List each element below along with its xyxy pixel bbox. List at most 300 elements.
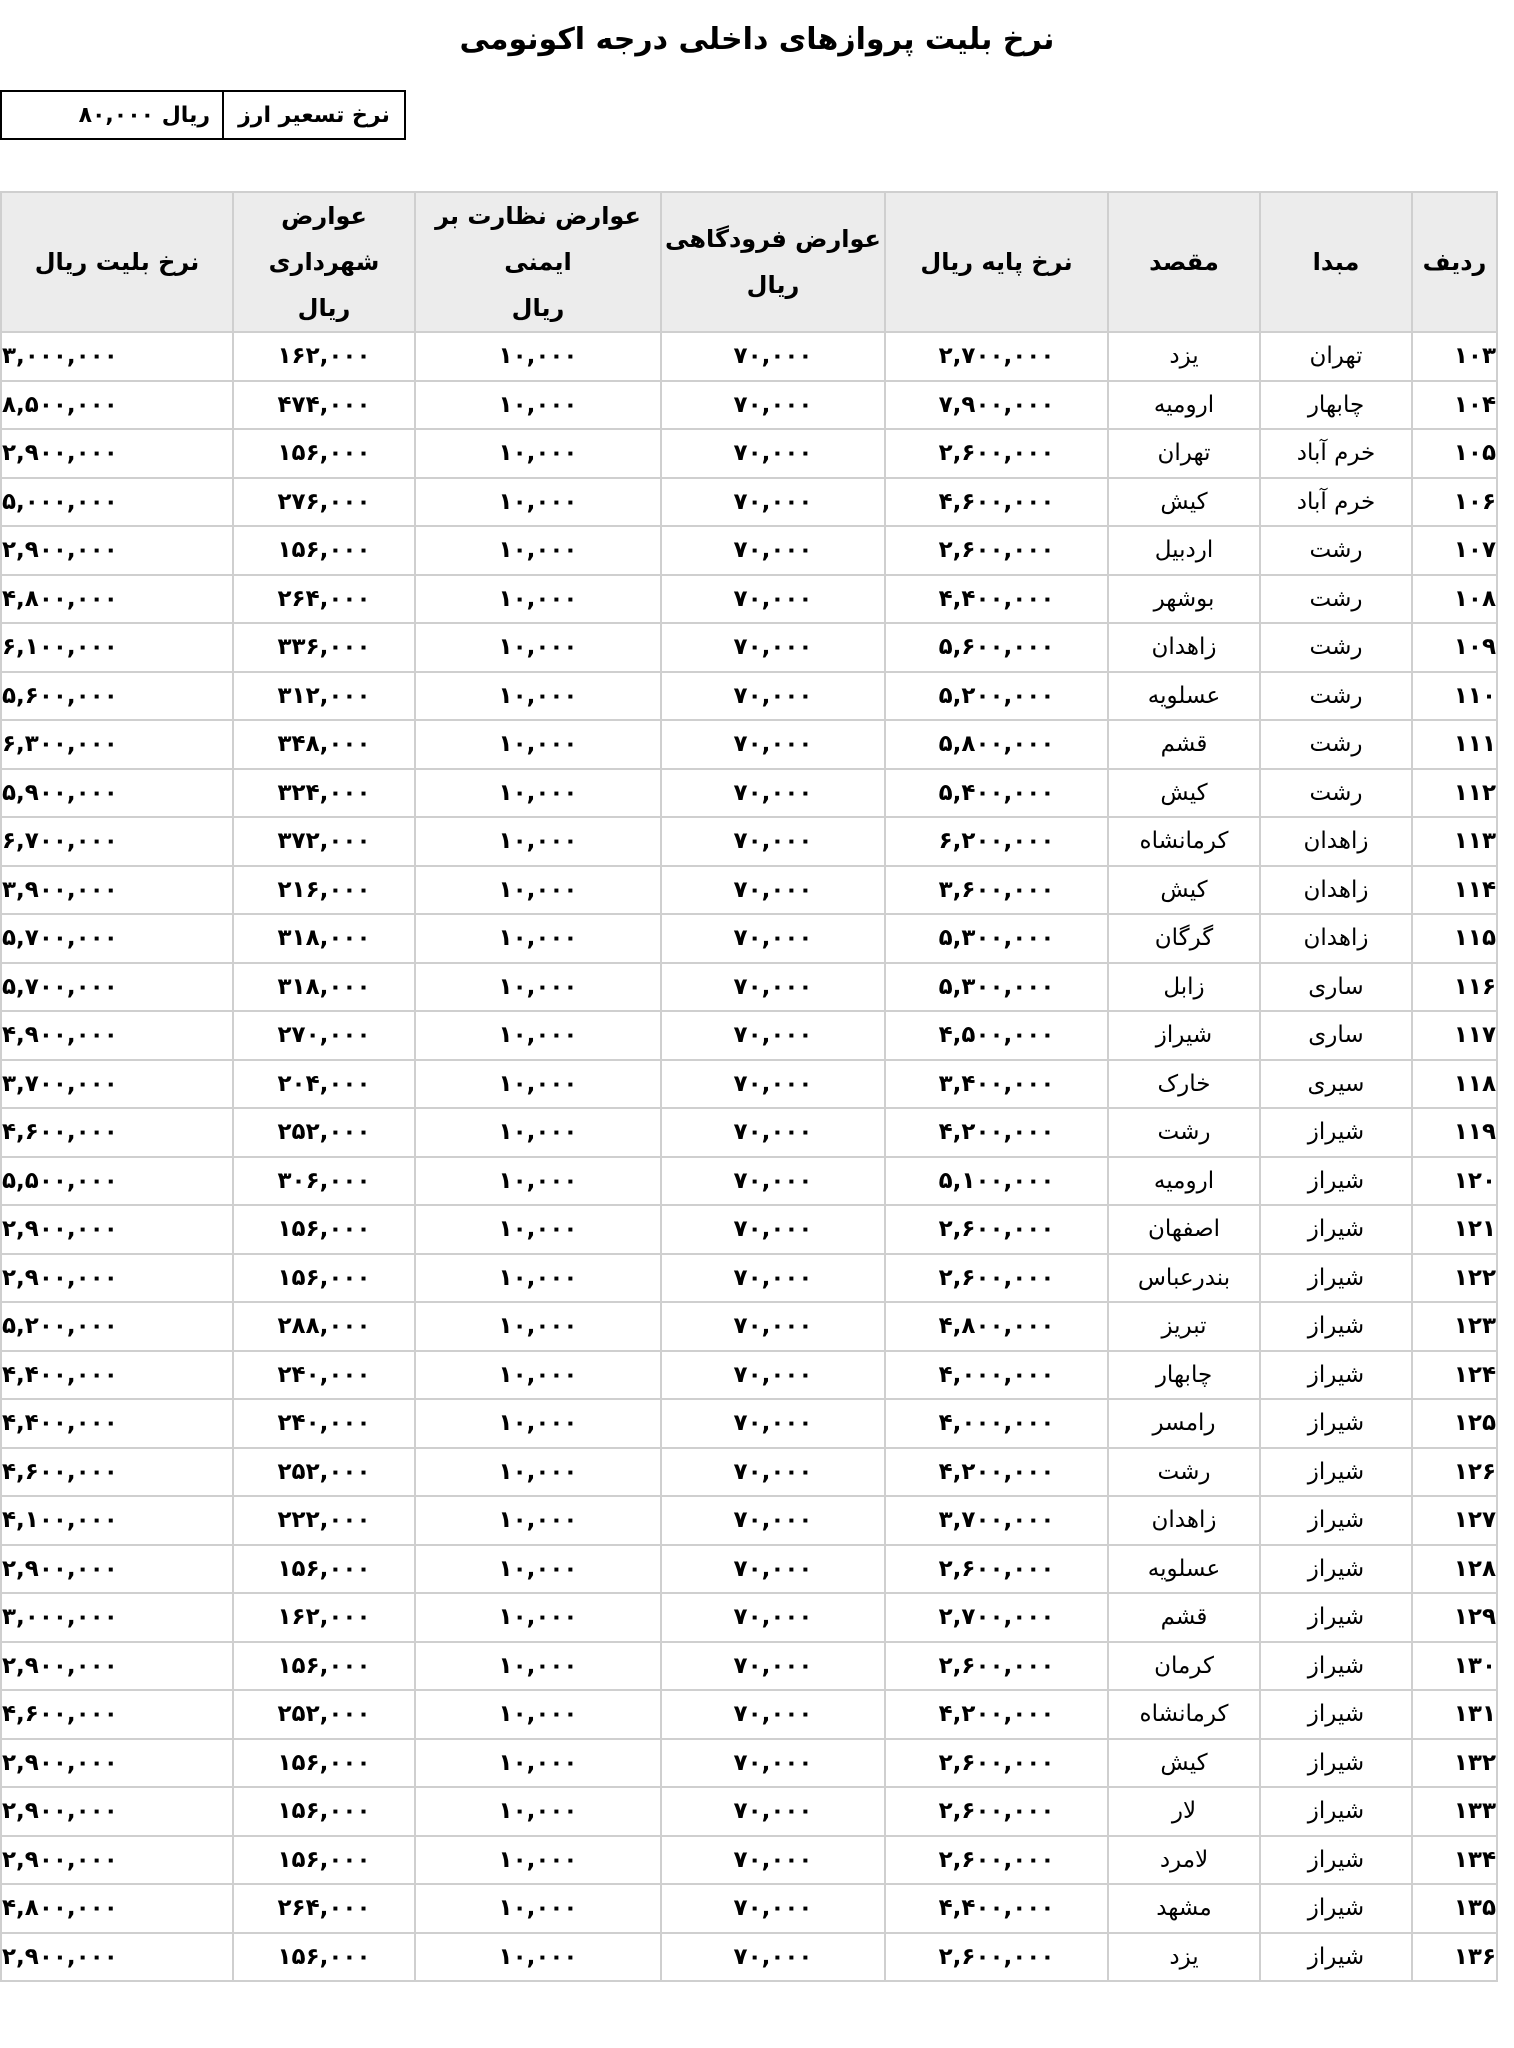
table-row xyxy=(1,1011,1497,1060)
cell-municipal-fee: ۱۵۶,۰۰۰ xyxy=(233,1254,415,1303)
header-airport-fee xyxy=(661,192,885,332)
table-row xyxy=(1,720,1497,769)
cell-destination: اصفهان xyxy=(1108,1205,1260,1254)
table-row xyxy=(1,963,1497,1012)
cell-origin: شیراز xyxy=(1260,1157,1412,1206)
cell-ticket-fare: ۵,۶۰۰,۰۰۰ xyxy=(1,672,233,721)
table-row xyxy=(1,575,1497,624)
cell-safety-fee: ۱۰,۰۰۰ xyxy=(415,1836,661,1885)
cell-municipal-fee: ۳۱۸,۰۰۰ xyxy=(233,963,415,1012)
cell-destination: بندرعباس xyxy=(1108,1254,1260,1303)
cell-row-number: ۱۱۵ xyxy=(1412,914,1497,963)
cell-row-number: ۱۱۰ xyxy=(1412,672,1497,721)
cell-destination: کیش xyxy=(1108,769,1260,818)
cell-base-fare: ۲,۶۰۰,۰۰۰ xyxy=(885,1933,1108,1982)
cell-airport-fee: ۷۰,۰۰۰ xyxy=(661,1302,885,1351)
cell-origin: شیراز xyxy=(1260,1205,1412,1254)
cell-municipal-fee: ۳۰۶,۰۰۰ xyxy=(233,1157,415,1206)
cell-destination: مشهد xyxy=(1108,1884,1260,1933)
cell-ticket-fare: ۲,۹۰۰,۰۰۰ xyxy=(1,1787,233,1836)
cell-destination: یزد xyxy=(1108,332,1260,381)
cell-destination: بوشهر xyxy=(1108,575,1260,624)
table-row xyxy=(1,623,1497,672)
table-row xyxy=(1,1254,1497,1303)
header-unit: ریال xyxy=(746,271,800,299)
cell-ticket-fare: ۴,۸۰۰,۰۰۰ xyxy=(1,1884,233,1933)
cell-origin: شیراز xyxy=(1260,1739,1412,1788)
cell-municipal-fee: ۳۱۸,۰۰۰ xyxy=(233,914,415,963)
cell-safety-fee: ۱۰,۰۰۰ xyxy=(415,1642,661,1691)
table-row xyxy=(1,1448,1497,1497)
table-row xyxy=(1,769,1497,818)
cell-safety-fee: ۱۰,۰۰۰ xyxy=(415,575,661,624)
cell-origin: شیراز xyxy=(1260,1642,1412,1691)
cell-base-fare: ۴,۲۰۰,۰۰۰ xyxy=(885,1448,1108,1497)
cell-destination: لامرد xyxy=(1108,1836,1260,1885)
cell-airport-fee: ۷۰,۰۰۰ xyxy=(661,817,885,866)
cell-municipal-fee: ۱۵۶,۰۰۰ xyxy=(233,1933,415,1982)
header-unit: ریال xyxy=(297,294,351,322)
cell-municipal-fee: ۲۵۲,۰۰۰ xyxy=(233,1448,415,1497)
cell-base-fare: ۲,۶۰۰,۰۰۰ xyxy=(885,1205,1108,1254)
cell-municipal-fee: ۲۷۰,۰۰۰ xyxy=(233,1011,415,1060)
cell-row-number: ۱۲۵ xyxy=(1412,1399,1497,1448)
cell-origin: رشت xyxy=(1260,575,1412,624)
cell-municipal-fee: ۴۷۴,۰۰۰ xyxy=(233,381,415,430)
cell-safety-fee: ۱۰,۰۰۰ xyxy=(415,769,661,818)
cell-destination: تبریز xyxy=(1108,1302,1260,1351)
cell-safety-fee: ۱۰,۰۰۰ xyxy=(415,1545,661,1594)
header-label: نرخ بلیت ریال xyxy=(34,248,200,276)
cell-origin: شیراز xyxy=(1260,1690,1412,1739)
cell-municipal-fee: ۳۱۲,۰۰۰ xyxy=(233,672,415,721)
cell-origin: رشت xyxy=(1260,769,1412,818)
cell-municipal-fee: ۱۵۶,۰۰۰ xyxy=(233,1836,415,1885)
cell-safety-fee: ۱۰,۰۰۰ xyxy=(415,1351,661,1400)
cell-row-number: ۱۲۰ xyxy=(1412,1157,1497,1206)
cell-row-number: ۱۲۲ xyxy=(1412,1254,1497,1303)
cell-destination: خارک xyxy=(1108,1060,1260,1109)
cell-origin: رشت xyxy=(1260,623,1412,672)
cell-origin: ساری xyxy=(1260,963,1412,1012)
cell-safety-fee: ۱۰,۰۰۰ xyxy=(415,866,661,915)
cell-ticket-fare: ۵,۲۰۰,۰۰۰ xyxy=(1,1302,233,1351)
cell-destination: زاهدان xyxy=(1108,1496,1260,1545)
cell-base-fare: ۵,۴۰۰,۰۰۰ xyxy=(885,769,1108,818)
cell-base-fare: ۴,۰۰۰,۰۰۰ xyxy=(885,1399,1108,1448)
cell-base-fare: ۵,۶۰۰,۰۰۰ xyxy=(885,623,1108,672)
cell-municipal-fee: ۲۵۲,۰۰۰ xyxy=(233,1690,415,1739)
fare-table xyxy=(0,191,1498,1982)
cell-origin: رشت xyxy=(1260,672,1412,721)
header-ticket-fare xyxy=(1,192,233,332)
cell-airport-fee: ۷۰,۰۰۰ xyxy=(661,1205,885,1254)
cell-ticket-fare: ۲,۹۰۰,۰۰۰ xyxy=(1,1836,233,1885)
cell-destination: عسلویه xyxy=(1108,1545,1260,1594)
cell-safety-fee: ۱۰,۰۰۰ xyxy=(415,332,661,381)
cell-airport-fee: ۷۰,۰۰۰ xyxy=(661,914,885,963)
cell-municipal-fee: ۱۶۲,۰۰۰ xyxy=(233,332,415,381)
cell-destination: کرمان xyxy=(1108,1642,1260,1691)
cell-ticket-fare: ۴,۴۰۰,۰۰۰ xyxy=(1,1351,233,1400)
cell-row-number: ۱۱۱ xyxy=(1412,720,1497,769)
cell-ticket-fare: ۳,۰۰۰,۰۰۰ xyxy=(1,1593,233,1642)
cell-destination: گرگان xyxy=(1108,914,1260,963)
cell-base-fare: ۳,۶۰۰,۰۰۰ xyxy=(885,866,1108,915)
cell-ticket-fare: ۲,۹۰۰,۰۰۰ xyxy=(1,1933,233,1982)
cell-base-fare: ۵,۱۰۰,۰۰۰ xyxy=(885,1157,1108,1206)
cell-ticket-fare: ۲,۹۰۰,۰۰۰ xyxy=(1,429,233,478)
cell-base-fare: ۴,۶۰۰,۰۰۰ xyxy=(885,478,1108,527)
cell-airport-fee: ۷۰,۰۰۰ xyxy=(661,1254,885,1303)
cell-safety-fee: ۱۰,۰۰۰ xyxy=(415,1787,661,1836)
cell-row-number: ۱۳۴ xyxy=(1412,1836,1497,1885)
table-row xyxy=(1,866,1497,915)
cell-row-number: ۱۰۸ xyxy=(1412,575,1497,624)
cell-airport-fee: ۷۰,۰۰۰ xyxy=(661,866,885,915)
cell-safety-fee: ۱۰,۰۰۰ xyxy=(415,1254,661,1303)
cell-airport-fee: ۷۰,۰۰۰ xyxy=(661,575,885,624)
cell-destination: رشت xyxy=(1108,1448,1260,1497)
cell-destination: قشم xyxy=(1108,720,1260,769)
table-row xyxy=(1,1302,1497,1351)
header-base-fare xyxy=(885,192,1108,332)
cell-base-fare: ۴,۲۰۰,۰۰۰ xyxy=(885,1108,1108,1157)
table-row xyxy=(1,1060,1497,1109)
cell-destination: اردبیل xyxy=(1108,526,1260,575)
cell-row-number: ۱۰۴ xyxy=(1412,381,1497,430)
cell-airport-fee: ۷۰,۰۰۰ xyxy=(661,720,885,769)
cell-base-fare: ۴,۴۰۰,۰۰۰ xyxy=(885,1884,1108,1933)
header-label: نرخ پایه ریال xyxy=(920,248,1073,276)
cell-origin: تهران xyxy=(1260,332,1412,381)
cell-origin: شیراز xyxy=(1260,1787,1412,1836)
cell-destination: رامسر xyxy=(1108,1399,1260,1448)
cell-ticket-fare: ۵,۷۰۰,۰۰۰ xyxy=(1,914,233,963)
exchange-rate-value: ریال ۸۰,۰۰۰ xyxy=(2,92,224,138)
cell-ticket-fare: ۲,۹۰۰,۰۰۰ xyxy=(1,1642,233,1691)
cell-origin: شیراز xyxy=(1260,1108,1412,1157)
cell-municipal-fee: ۲۵۲,۰۰۰ xyxy=(233,1108,415,1157)
table-row xyxy=(1,672,1497,721)
cell-row-number: ۱۳۳ xyxy=(1412,1787,1497,1836)
cell-airport-fee: ۷۰,۰۰۰ xyxy=(661,1157,885,1206)
cell-airport-fee: ۷۰,۰۰۰ xyxy=(661,332,885,381)
cell-airport-fee: ۷۰,۰۰۰ xyxy=(661,1933,885,1982)
cell-base-fare: ۴,۰۰۰,۰۰۰ xyxy=(885,1351,1108,1400)
cell-base-fare: ۲,۶۰۰,۰۰۰ xyxy=(885,1254,1108,1303)
cell-safety-fee: ۱۰,۰۰۰ xyxy=(415,1157,661,1206)
cell-safety-fee: ۱۰,۰۰۰ xyxy=(415,963,661,1012)
cell-municipal-fee: ۲۱۶,۰۰۰ xyxy=(233,866,415,915)
cell-safety-fee: ۱۰,۰۰۰ xyxy=(415,1690,661,1739)
cell-municipal-fee: ۲۸۸,۰۰۰ xyxy=(233,1302,415,1351)
cell-row-number: ۱۱۴ xyxy=(1412,866,1497,915)
cell-safety-fee: ۱۰,۰۰۰ xyxy=(415,1205,661,1254)
table-row xyxy=(1,1545,1497,1594)
cell-safety-fee: ۱۰,۰۰۰ xyxy=(415,817,661,866)
table-row xyxy=(1,1787,1497,1836)
cell-destination: کیش xyxy=(1108,1739,1260,1788)
cell-airport-fee: ۷۰,۰۰۰ xyxy=(661,1351,885,1400)
cell-safety-fee: ۱۰,۰۰۰ xyxy=(415,1011,661,1060)
cell-destination: ارومیه xyxy=(1108,381,1260,430)
cell-row-number: ۱۱۳ xyxy=(1412,817,1497,866)
cell-destination: یزد xyxy=(1108,1933,1260,1982)
cell-destination: تهران xyxy=(1108,429,1260,478)
header-origin xyxy=(1260,192,1412,332)
cell-origin: شیراز xyxy=(1260,1399,1412,1448)
cell-safety-fee: ۱۰,۰۰۰ xyxy=(415,1884,661,1933)
table-row xyxy=(1,1157,1497,1206)
cell-row-number: ۱۳۱ xyxy=(1412,1690,1497,1739)
cell-municipal-fee: ۱۵۶,۰۰۰ xyxy=(233,526,415,575)
cell-safety-fee: ۱۰,۰۰۰ xyxy=(415,478,661,527)
cell-base-fare: ۴,۴۰۰,۰۰۰ xyxy=(885,575,1108,624)
cell-ticket-fare: ۴,۶۰۰,۰۰۰ xyxy=(1,1448,233,1497)
cell-ticket-fare: ۵,۵۰۰,۰۰۰ xyxy=(1,1157,233,1206)
cell-destination: کیش xyxy=(1108,866,1260,915)
cell-airport-fee: ۷۰,۰۰۰ xyxy=(661,1545,885,1594)
cell-safety-fee: ۱۰,۰۰۰ xyxy=(415,1933,661,1982)
cell-base-fare: ۴,۲۰۰,۰۰۰ xyxy=(885,1690,1108,1739)
cell-safety-fee: ۱۰,۰۰۰ xyxy=(415,1496,661,1545)
cell-row-number: ۱۲۹ xyxy=(1412,1593,1497,1642)
cell-origin: رشت xyxy=(1260,526,1412,575)
table-header-row xyxy=(1,192,1497,332)
cell-municipal-fee: ۱۶۲,۰۰۰ xyxy=(233,1593,415,1642)
table-row xyxy=(1,1690,1497,1739)
cell-ticket-fare: ۶,۱۰۰,۰۰۰ xyxy=(1,623,233,672)
header-label: مبدا xyxy=(1312,248,1360,276)
cell-base-fare: ۲,۶۰۰,۰۰۰ xyxy=(885,429,1108,478)
cell-base-fare: ۴,۵۰۰,۰۰۰ xyxy=(885,1011,1108,1060)
header-municipal-fee xyxy=(233,192,415,332)
cell-airport-fee: ۷۰,۰۰۰ xyxy=(661,1011,885,1060)
header-destination xyxy=(1108,192,1260,332)
cell-row-number: ۱۱۲ xyxy=(1412,769,1497,818)
cell-airport-fee: ۷۰,۰۰۰ xyxy=(661,1690,885,1739)
cell-origin: شیراز xyxy=(1260,1545,1412,1594)
cell-row-number: ۱۰۳ xyxy=(1412,332,1497,381)
header-label: ردیف xyxy=(1422,248,1487,276)
cell-ticket-fare: ۴,۴۰۰,۰۰۰ xyxy=(1,1399,233,1448)
cell-ticket-fare: ۶,۷۰۰,۰۰۰ xyxy=(1,817,233,866)
cell-airport-fee: ۷۰,۰۰۰ xyxy=(661,963,885,1012)
cell-row-number: ۱۳۶ xyxy=(1412,1933,1497,1982)
cell-row-number: ۱۰۶ xyxy=(1412,478,1497,527)
cell-origin: سیری xyxy=(1260,1060,1412,1109)
cell-destination: قشم xyxy=(1108,1593,1260,1642)
header-unit: ریال xyxy=(511,294,565,322)
cell-base-fare: ۵,۳۰۰,۰۰۰ xyxy=(885,963,1108,1012)
cell-safety-fee: ۱۰,۰۰۰ xyxy=(415,1399,661,1448)
cell-row-number: ۱۲۴ xyxy=(1412,1351,1497,1400)
cell-destination: عسلویه xyxy=(1108,672,1260,721)
cell-airport-fee: ۷۰,۰۰۰ xyxy=(661,1593,885,1642)
cell-ticket-fare: ۵,۹۰۰,۰۰۰ xyxy=(1,769,233,818)
cell-ticket-fare: ۳,۷۰۰,۰۰۰ xyxy=(1,1060,233,1109)
cell-airport-fee: ۷۰,۰۰۰ xyxy=(661,623,885,672)
cell-row-number: ۱۰۵ xyxy=(1412,429,1497,478)
cell-destination: ارومیه xyxy=(1108,1157,1260,1206)
cell-safety-fee: ۱۰,۰۰۰ xyxy=(415,381,661,430)
cell-airport-fee: ۷۰,۰۰۰ xyxy=(661,1739,885,1788)
table-row xyxy=(1,1351,1497,1400)
cell-municipal-fee: ۳۲۴,۰۰۰ xyxy=(233,769,415,818)
cell-airport-fee: ۷۰,۰۰۰ xyxy=(661,1787,885,1836)
cell-row-number: ۱۱۶ xyxy=(1412,963,1497,1012)
cell-airport-fee: ۷۰,۰۰۰ xyxy=(661,1884,885,1933)
cell-municipal-fee: ۲۴۰,۰۰۰ xyxy=(233,1351,415,1400)
cell-airport-fee: ۷۰,۰۰۰ xyxy=(661,769,885,818)
exchange-rate-box xyxy=(0,90,406,140)
header-row-number xyxy=(1412,192,1497,332)
cell-origin: خرم آباد xyxy=(1260,478,1412,527)
cell-destination: زاهدان xyxy=(1108,623,1260,672)
cell-airport-fee: ۷۰,۰۰۰ xyxy=(661,429,885,478)
cell-airport-fee: ۷۰,۰۰۰ xyxy=(661,381,885,430)
cell-row-number: ۱۱۸ xyxy=(1412,1060,1497,1109)
cell-origin: شیراز xyxy=(1260,1302,1412,1351)
cell-safety-fee: ۱۰,۰۰۰ xyxy=(415,1448,661,1497)
cell-base-fare: ۵,۲۰۰,۰۰۰ xyxy=(885,672,1108,721)
cell-municipal-fee: ۳۴۸,۰۰۰ xyxy=(233,720,415,769)
cell-safety-fee: ۱۰,۰۰۰ xyxy=(415,526,661,575)
cell-municipal-fee: ۲۰۴,۰۰۰ xyxy=(233,1060,415,1109)
cell-municipal-fee: ۲۶۴,۰۰۰ xyxy=(233,1884,415,1933)
cell-ticket-fare: ۲,۹۰۰,۰۰۰ xyxy=(1,1739,233,1788)
cell-airport-fee: ۷۰,۰۰۰ xyxy=(661,1496,885,1545)
cell-safety-fee: ۱۰,۰۰۰ xyxy=(415,1302,661,1351)
table-row xyxy=(1,1593,1497,1642)
cell-municipal-fee: ۲۲۲,۰۰۰ xyxy=(233,1496,415,1545)
cell-base-fare: ۲,۶۰۰,۰۰۰ xyxy=(885,1787,1108,1836)
cell-origin: رشت xyxy=(1260,720,1412,769)
cell-airport-fee: ۷۰,۰۰۰ xyxy=(661,1836,885,1885)
cell-ticket-fare: ۵,۷۰۰,۰۰۰ xyxy=(1,963,233,1012)
cell-row-number: ۱۲۶ xyxy=(1412,1448,1497,1497)
cell-ticket-fare: ۲,۹۰۰,۰۰۰ xyxy=(1,526,233,575)
header-label: مقصد xyxy=(1149,248,1219,276)
cell-municipal-fee: ۱۵۶,۰۰۰ xyxy=(233,1642,415,1691)
cell-airport-fee: ۷۰,۰۰۰ xyxy=(661,478,885,527)
cell-destination: چابهار xyxy=(1108,1351,1260,1400)
cell-destination: شیراز xyxy=(1108,1011,1260,1060)
cell-row-number: ۱۳۵ xyxy=(1412,1884,1497,1933)
cell-base-fare: ۲,۶۰۰,۰۰۰ xyxy=(885,1642,1108,1691)
table-row xyxy=(1,1108,1497,1157)
cell-safety-fee: ۱۰,۰۰۰ xyxy=(415,914,661,963)
table-row xyxy=(1,478,1497,527)
cell-ticket-fare: ۴,۶۰۰,۰۰۰ xyxy=(1,1690,233,1739)
cell-row-number: ۱۳۰ xyxy=(1412,1642,1497,1691)
cell-origin: شیراز xyxy=(1260,1933,1412,1982)
cell-row-number: ۱۰۷ xyxy=(1412,526,1497,575)
table-row xyxy=(1,1642,1497,1691)
cell-row-number: ۱۰۹ xyxy=(1412,623,1497,672)
cell-row-number: ۱۲۱ xyxy=(1412,1205,1497,1254)
cell-base-fare: ۷,۹۰۰,۰۰۰ xyxy=(885,381,1108,430)
cell-origin: زاهدان xyxy=(1260,866,1412,915)
cell-airport-fee: ۷۰,۰۰۰ xyxy=(661,1108,885,1157)
cell-origin: چابهار xyxy=(1260,381,1412,430)
cell-row-number: ۱۲۸ xyxy=(1412,1545,1497,1594)
cell-municipal-fee: ۱۵۶,۰۰۰ xyxy=(233,1787,415,1836)
table-row xyxy=(1,1739,1497,1788)
cell-base-fare: ۲,۶۰۰,۰۰۰ xyxy=(885,526,1108,575)
cell-row-number: ۱۲۳ xyxy=(1412,1302,1497,1351)
cell-municipal-fee: ۳۳۶,۰۰۰ xyxy=(233,623,415,672)
cell-ticket-fare: ۴,۹۰۰,۰۰۰ xyxy=(1,1011,233,1060)
cell-ticket-fare: ۴,۸۰۰,۰۰۰ xyxy=(1,575,233,624)
cell-origin: شیراز xyxy=(1260,1496,1412,1545)
cell-safety-fee: ۱۰,۰۰۰ xyxy=(415,429,661,478)
cell-municipal-fee: ۱۵۶,۰۰۰ xyxy=(233,1739,415,1788)
cell-safety-fee: ۱۰,۰۰۰ xyxy=(415,1060,661,1109)
cell-municipal-fee: ۲۶۴,۰۰۰ xyxy=(233,575,415,624)
cell-airport-fee: ۷۰,۰۰۰ xyxy=(661,1642,885,1691)
cell-origin: ساری xyxy=(1260,1011,1412,1060)
cell-ticket-fare: ۲,۹۰۰,۰۰۰ xyxy=(1,1254,233,1303)
header-label: عوارض شهرداری xyxy=(268,202,380,276)
cell-ticket-fare: ۵,۰۰۰,۰۰۰ xyxy=(1,478,233,527)
cell-destination: رشت xyxy=(1108,1108,1260,1157)
table-body xyxy=(1,332,1497,1981)
cell-origin: زاهدان xyxy=(1260,914,1412,963)
cell-ticket-fare: ۴,۶۰۰,۰۰۰ xyxy=(1,1108,233,1157)
table-row xyxy=(1,1884,1497,1933)
cell-row-number: ۱۱۷ xyxy=(1412,1011,1497,1060)
cell-municipal-fee: ۱۵۶,۰۰۰ xyxy=(233,429,415,478)
table-row xyxy=(1,1205,1497,1254)
cell-destination: لار xyxy=(1108,1787,1260,1836)
cell-ticket-fare: ۶,۳۰۰,۰۰۰ xyxy=(1,720,233,769)
table-row xyxy=(1,1933,1497,1982)
table-row xyxy=(1,332,1497,381)
cell-base-fare: ۳,۷۰۰,۰۰۰ xyxy=(885,1496,1108,1545)
header-safety-fee xyxy=(415,192,661,332)
table-row xyxy=(1,381,1497,430)
cell-safety-fee: ۱۰,۰۰۰ xyxy=(415,1593,661,1642)
cell-origin: شیراز xyxy=(1260,1254,1412,1303)
cell-base-fare: ۲,۶۰۰,۰۰۰ xyxy=(885,1739,1108,1788)
table-row xyxy=(1,429,1497,478)
cell-airport-fee: ۷۰,۰۰۰ xyxy=(661,1060,885,1109)
cell-base-fare: ۴,۸۰۰,۰۰۰ xyxy=(885,1302,1108,1351)
cell-municipal-fee: ۳۷۲,۰۰۰ xyxy=(233,817,415,866)
cell-airport-fee: ۷۰,۰۰۰ xyxy=(661,1399,885,1448)
header-label: عوارض نظارت بر ایمنی xyxy=(435,202,641,276)
cell-safety-fee: ۱۰,۰۰۰ xyxy=(415,1739,661,1788)
cell-ticket-fare: ۲,۹۰۰,۰۰۰ xyxy=(1,1545,233,1594)
cell-airport-fee: ۷۰,۰۰۰ xyxy=(661,672,885,721)
table-row xyxy=(1,914,1497,963)
cell-origin: شیراز xyxy=(1260,1884,1412,1933)
cell-airport-fee: ۷۰,۰۰۰ xyxy=(661,526,885,575)
cell-base-fare: ۲,۷۰۰,۰۰۰ xyxy=(885,1593,1108,1642)
cell-origin: شیراز xyxy=(1260,1351,1412,1400)
cell-safety-fee: ۱۰,۰۰۰ xyxy=(415,672,661,721)
cell-origin: شیراز xyxy=(1260,1448,1412,1497)
cell-ticket-fare: ۳,۹۰۰,۰۰۰ xyxy=(1,866,233,915)
cell-municipal-fee: ۲۴۰,۰۰۰ xyxy=(233,1399,415,1448)
cell-safety-fee: ۱۰,۰۰۰ xyxy=(415,720,661,769)
table-row xyxy=(1,817,1497,866)
cell-base-fare: ۳,۴۰۰,۰۰۰ xyxy=(885,1060,1108,1109)
exchange-rate-label: نرخ تسعیر ارز xyxy=(238,102,390,128)
cell-airport-fee: ۷۰,۰۰۰ xyxy=(661,1448,885,1497)
